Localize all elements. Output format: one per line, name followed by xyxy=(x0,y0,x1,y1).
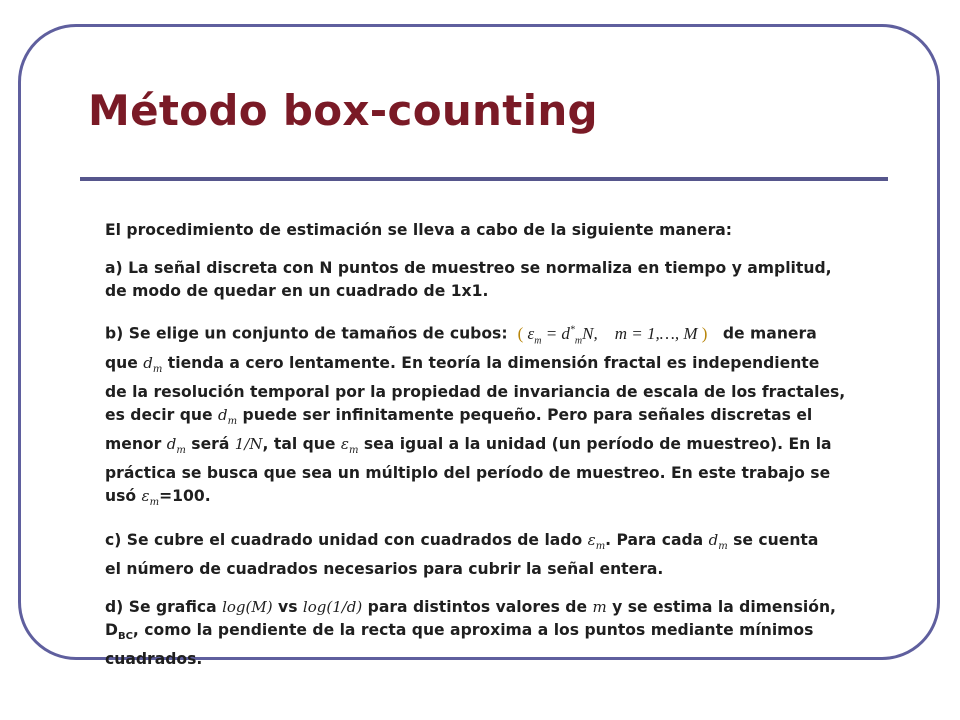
step-b-text: tienda a cero lentamente. En teoría la dimensión fractal es independiente xyxy=(162,354,820,373)
step-d-line-2 xyxy=(105,619,895,648)
step-c-line-1 xyxy=(105,529,895,558)
slide-body xyxy=(105,219,895,686)
m-subscript: m xyxy=(595,541,606,553)
formula-star: * xyxy=(569,324,575,335)
step-b-text: b) Se elige un conjunto de tamaños de cubos: xyxy=(105,324,508,343)
step-d-line-1 xyxy=(105,596,895,619)
m-symbol: m xyxy=(592,598,607,617)
m-subscript: m xyxy=(227,416,238,428)
formula-epsilon: ε xyxy=(527,323,535,343)
epsilon-m-symbol xyxy=(141,487,160,509)
dm-symbol xyxy=(143,354,163,376)
d-symbol: d xyxy=(166,435,177,454)
cube-size-formula xyxy=(508,323,718,347)
dbc-symbol: D xyxy=(105,621,118,640)
m-subscript: m xyxy=(718,541,728,553)
intro-text: El procedimiento de estimación se lleva a cabo de la siguiente manera: xyxy=(105,221,733,239)
title-divider xyxy=(80,177,888,181)
step-a-line-2: de modo de quedar en un cuadrado de 1x1. xyxy=(105,282,489,300)
step-b-text: que xyxy=(105,354,144,373)
step-c-text: se cuenta xyxy=(727,531,819,550)
m-subscript: m xyxy=(149,497,160,509)
log-inv-d-symbol: log(1/d) xyxy=(302,598,363,617)
step-d-text: y se estima la dimensión, xyxy=(606,598,836,617)
step-d-line-3: cuadrados. xyxy=(105,650,203,669)
step-b-text: =100. xyxy=(159,487,211,506)
step-d-text: vs xyxy=(272,598,303,617)
step-b-text: menor xyxy=(105,435,167,454)
intro-paragraph xyxy=(105,219,895,242)
formula-n: N, xyxy=(582,323,598,343)
step-b-text: usó xyxy=(105,487,142,506)
step-b-paragraph xyxy=(105,318,895,514)
step-b-text: es decir que xyxy=(105,406,219,425)
step-c-paragraph xyxy=(105,529,895,581)
epsilon-symbol: ε xyxy=(587,531,596,550)
m-subscript: m xyxy=(152,364,163,376)
step-b-line-1 xyxy=(105,318,895,352)
formula-open-paren: ( xyxy=(517,323,524,343)
dm-symbol xyxy=(166,435,186,457)
step-b-text: será xyxy=(185,435,235,454)
log-m-symbol: log(M) xyxy=(222,598,273,617)
step-c-text: c) Se cubre el cuadrado unidad con cuadrados de lado xyxy=(105,531,588,550)
formula-range: m = 1,…, M xyxy=(614,323,698,343)
formula-d-subscript: m xyxy=(574,335,583,347)
step-a-line-1: a) La señal discreta con N puntos de muestreo se normaliza en tiempo y amplitud, xyxy=(105,259,832,277)
d-symbol: d xyxy=(218,406,228,425)
epsilon-m-symbol xyxy=(587,531,606,553)
slide-title: Método box-counting xyxy=(88,86,598,135)
d-symbol: d xyxy=(708,531,719,550)
step-b-line-4 xyxy=(105,404,895,433)
d-symbol: d xyxy=(143,354,153,373)
m-subscript: m xyxy=(348,445,359,457)
step-d-text: , como la pendiente de la recta que aproxima a los puntos mediante mínimos xyxy=(132,621,814,640)
step-b-text: , tal que xyxy=(262,435,341,454)
epsilon-symbol: ε xyxy=(340,435,349,454)
step-a-paragraph xyxy=(105,257,895,303)
dm-symbol xyxy=(218,406,238,428)
step-b-line-2 xyxy=(105,352,895,381)
step-b-line-7 xyxy=(105,485,895,514)
dbc-subscript: BC xyxy=(117,631,133,643)
formula-equals-d: = d xyxy=(541,323,570,343)
step-c-text: . Para cada xyxy=(605,531,709,550)
epsilon-m-symbol xyxy=(340,435,359,457)
step-d-paragraph xyxy=(105,596,895,671)
step-b-text-end: de manera xyxy=(717,324,817,343)
step-d-text: d) Se grafica xyxy=(105,598,223,617)
formula-epsilon-subscript: m xyxy=(534,335,542,347)
step-b-text: sea igual a la unidad (un período de muestreo). En la xyxy=(358,435,832,454)
step-b-line-3: de la resolución temporal por la propiedad de invariancia de escala de los fractales, xyxy=(105,383,846,402)
inverse-n-symbol: 1/N xyxy=(234,435,263,454)
step-d-text: para distintos valores de xyxy=(362,598,593,617)
dm-symbol xyxy=(708,531,728,553)
step-b-text: puede ser infinitamente pequeño. Pero para señales discretas el xyxy=(237,406,813,425)
step-b-line-6: práctica se busca que sea un múltiplo del período de muestreo. En este trabajo se xyxy=(105,464,831,483)
epsilon-symbol: ε xyxy=(141,487,150,506)
m-subscript: m xyxy=(176,445,186,457)
step-c-line-2: el número de cuadrados necesarios para cubrir la señal entera. xyxy=(105,560,664,579)
formula-close-paren: ) xyxy=(701,323,708,343)
step-b-line-5 xyxy=(105,433,895,462)
